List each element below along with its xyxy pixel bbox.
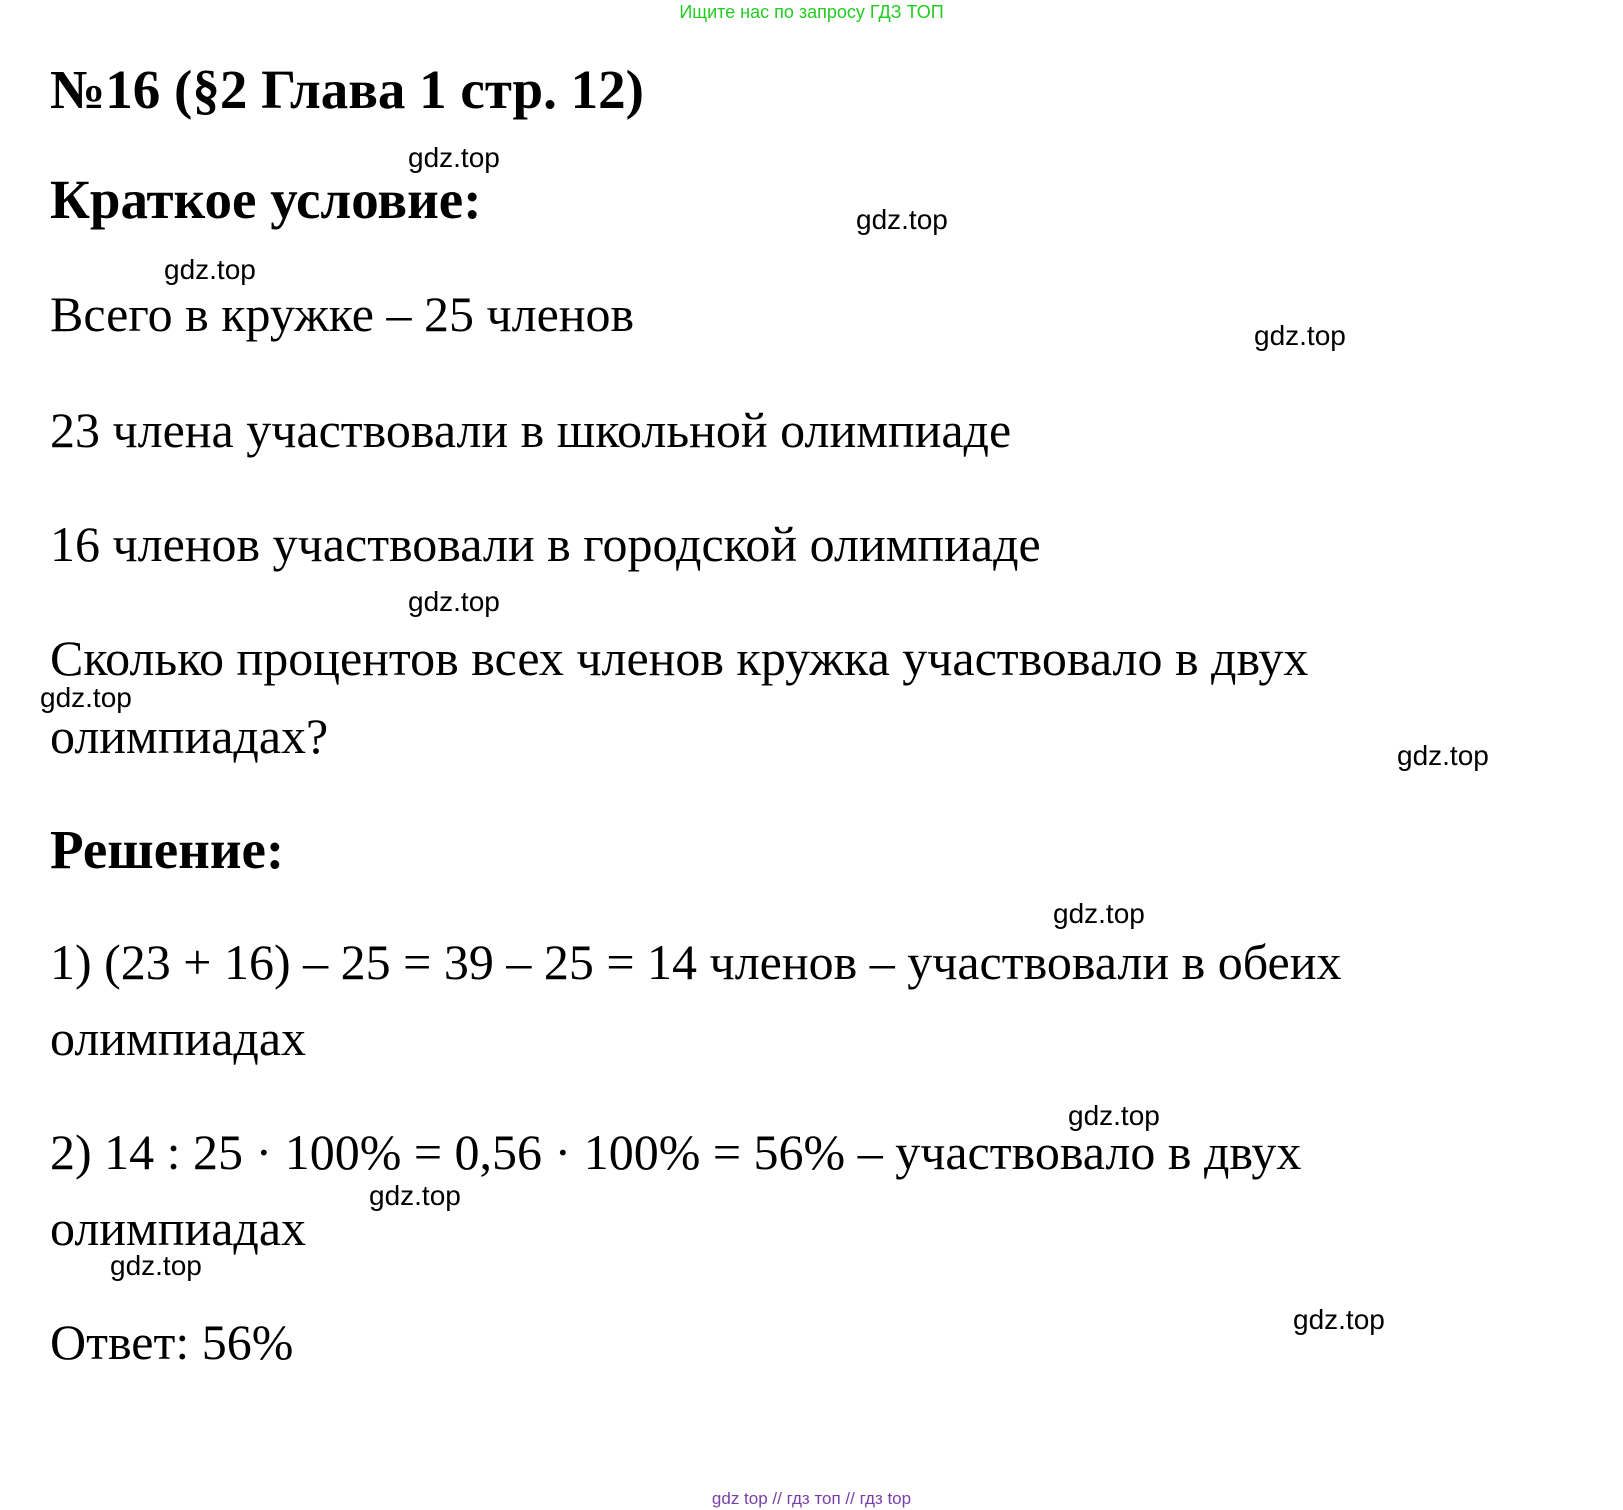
answer: Ответ: 56% [50, 1314, 294, 1370]
page-title: №16 (§2 Глава 1 стр. 12) [50, 59, 644, 120]
condition-line-1: Всего в кружке – 25 членов [50, 286, 635, 342]
watermark: gdz.top [1053, 898, 1145, 929]
watermark: gdz.top [369, 1180, 461, 1211]
condition-heading: Краткое условие: [50, 169, 482, 230]
solution-step-2-line-1: 2) 14 : 25 · 100% = 0,56 · 100% = 56% – участвовало в двух [50, 1124, 1302, 1180]
watermark: gdz.top [408, 586, 500, 617]
top-banner[interactable]: Ищите нас по запросу ГДЗ ТОП [679, 2, 944, 22]
watermark: gdz.top [408, 142, 500, 173]
condition-line-3: 16 членов участвовали в городской олимпиаде [50, 516, 1041, 572]
solution-step-1-line-1: 1) (23 + 16) – 25 = 39 – 25 = 14 членов – участвовали в обеих [50, 934, 1342, 990]
condition-question-line-1: Сколько процентов всех членов кружка участвовало в двух [50, 630, 1309, 686]
condition-line-2: 23 члена участвовали в школьной олимпиаде [50, 402, 1012, 458]
watermark: gdz.top [1397, 740, 1489, 771]
watermark: gdz.top [110, 1250, 202, 1281]
solution-step-1-line-2: олимпиадах [50, 1010, 307, 1066]
watermark: gdz.top [40, 682, 132, 713]
watermark: gdz.top [856, 204, 948, 235]
watermark: gdz.top [1293, 1304, 1385, 1335]
watermark: gdz.top [1254, 320, 1346, 351]
solution-heading: Решение: [50, 819, 285, 880]
condition-question-line-2: олимпиадах? [50, 708, 329, 764]
solution-step-2-line-2: олимпиадах [50, 1200, 307, 1256]
footer-links[interactable]: gdz top // гдз топ // гдз top [711, 1489, 912, 1508]
watermark: gdz.top [1068, 1100, 1160, 1131]
watermark: gdz.top [164, 254, 256, 285]
